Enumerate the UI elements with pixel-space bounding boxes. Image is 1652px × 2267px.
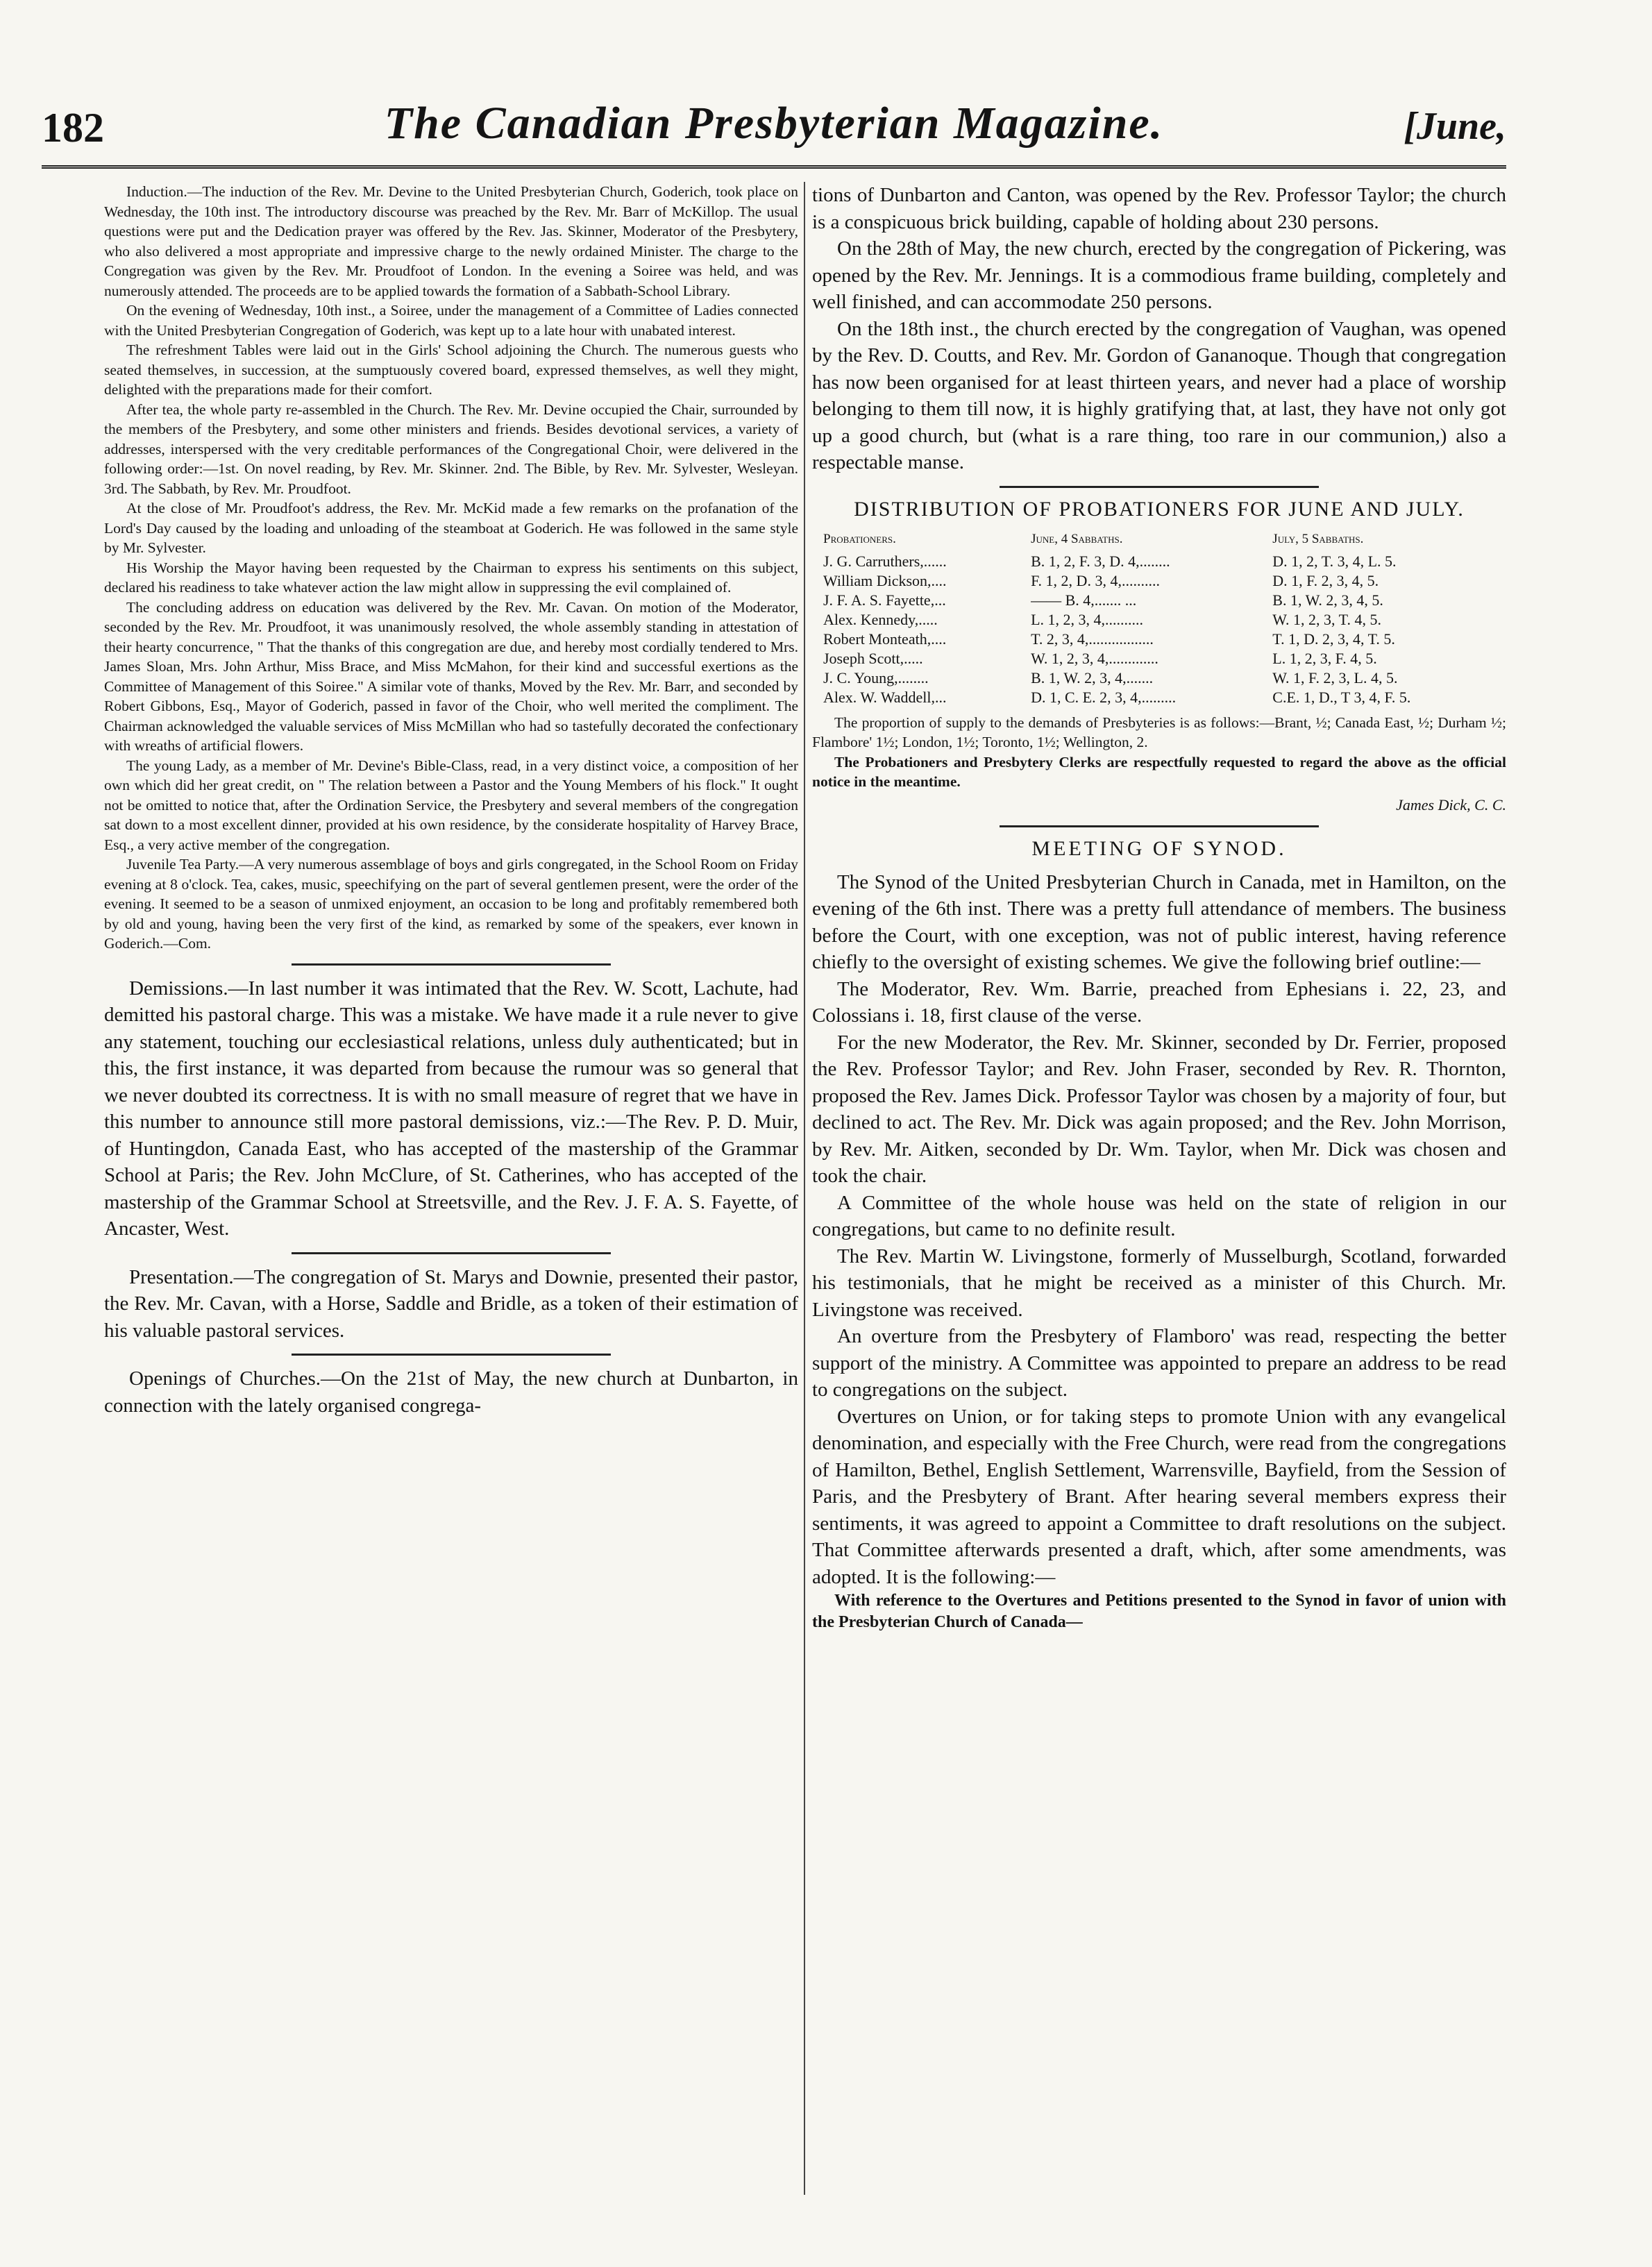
july-appointments: L. 1, 2, 3, F. 4, 5. — [1272, 649, 1377, 667]
table-row — [819, 552, 1499, 571]
page-header — [42, 97, 1506, 160]
section-rule — [292, 1354, 611, 1356]
june-appointments: W. 1, 2, 3, 4,............. — [1031, 649, 1158, 667]
june-appointments: T. 2, 3, 4,................. — [1031, 630, 1154, 648]
probationer-name: Robert Monteath,.... — [823, 630, 947, 648]
synod-resolution-paragraph: With reference to the Overtures and Petitions presented to the Synod in favor of union with the Presbyterian Church of Canada— — [812, 1592, 1506, 1631]
demissions-paragraph: Demissions.—In last number it was intimated that the Rev. W. Scott, Lachute, had demitted his pastoral charge. This was a mistake. We have made it a rule never to give any statement, touching our ecclesiastical relations, unless duly authenticated; but in this, the first instance, it was departed from because the rumour was so general that we never doubted its correctness. It is with no small measure of regret that we have in this number to announce still more pastoral demissions, viz.:—The Rev. P. D. Muir, of Huntingdon, Canada East, who has accepted of the mastership of the Grammar School at Paris; the Rev. John McClure, of St. Catherines, who has accepted of the mastership of the Grammar School at Streetsville, and the Rev. J. F. A. S. Fayette, of Ancaster, West. — [104, 977, 798, 1240]
probationer-name: J. G. Carruthers,...... — [823, 552, 947, 570]
table-row — [819, 591, 1499, 610]
table-row — [819, 688, 1499, 707]
july-appointments: B. 1, W. 2, 3, 4, 5. — [1272, 591, 1383, 609]
induction-paragraph: Induction.—The induction of the Rev. Mr. Devine to the United Presbyterian Church, Goderich, took place on Wednesday, the 10th inst. The introductory discourse was preached by the Rev. Mr. Barr of McKillop. The usual questions were put and the Dedication prayer was offered by the Rev. Jas. Skinner, Moderator of the Presbytery, who also delivered a most appropriate and impressive charge to the newly ordained Minister. The charge to the Congregation was given by the Rev. Mr. Proudfoot of London. In the evening a Soiree was held, and was numerously attended. The proceeds are to be applied towards the formation of a Sabbath-School Library. — [104, 183, 798, 299]
synod-paragraph: The Rev. Martin W. Livingstone, formerly of Musselburgh, Scotland, forwarded his testimonials, that he might be received as a minister of this Church. Mr. Livingstone was received. — [812, 1245, 1506, 1321]
running-title: The Canadian Presbyterian Magazine. — [384, 98, 1164, 149]
june-appointments: F. 1, 2, D. 3, 4,.......... — [1031, 571, 1160, 589]
probationer-name: J. F. A. S. Fayette,... — [823, 591, 946, 609]
distribution-section — [812, 498, 1506, 816]
synod-paragraph: The Synod of the United Presbyterian Church in Canada, met in Hamilton, on the evening of the 6th inst. There was a pretty full attendance of members. The business before the Court, with one exception, was not of public interest, having reference chiefly to the oversight of existing schemes. We give the following brief outline:— — [812, 870, 1506, 973]
column-header: July, 5 Sabbaths. — [1272, 531, 1364, 546]
july-appointments: C.E. 1, D., T 3, 4, F. 5. — [1272, 688, 1411, 706]
section-rule — [292, 1252, 611, 1254]
addresses-paragraph: After tea, the whole party re-assembled in the Church. The Rev. Mr. Devine occupied the Chair, surrounded by the members of the Presbytery, and some other ministers and friends. Besides devotional services, a variety of addresses, interspersed with the very creditable performances of the Congregational Choir, were delivered in the following order:—1st. On novel reading, by Rev. Mr. Skinner. 2nd. The Bible, by Rev. Mr. Sylvester, Wesleyan. 3rd. The Sabbath, by Rev. Mr. Proudfoot. — [104, 401, 798, 497]
sabbath-remarks-paragraph: At the close of Mr. Proudfoot's address, the Rev. Mr. McKid made a few remarks on the profanation of the Lord's Day caused by the loading and unloading of the steamboat at Goderich. He was followed in the same style by Mr. Sylvester. — [104, 500, 798, 556]
synod-paragraph: For the new Moderator, the Rev. Mr. Skinner, seconded by Dr. Ferrier, proposed the Rev. Professor Taylor; and Rev. John Fraser, seconded by Rev. R. Thornton, proposed the Rev. James Dick. Professor Taylor was chosen by a majority of four, but declined to act. The Rev. Mr. Dick was again proposed; and the Rev. John Morrison, by Rev. Mr. Aitken, seconded by Dr. Wm. Taylor, when Mr. Dick was chosen and took the chair. — [812, 1031, 1506, 1187]
openings-continued-paragraph: tions of Dunbarton and Canton, was opened by the Rev. Professor Taylor; the church is a conspicuous brick building, capable of holding about 230 persons. — [812, 184, 1506, 233]
presentation-paragraph: Presentation.—The congregation of St. Marys and Downie, presented their pastor, the Rev. Mr. Cavan, with a Horse, Saddle and Bridle, as a token of their estimation of his valuable pastoral services. — [104, 1265, 798, 1342]
probationer-name: William Dickson,.... — [823, 571, 947, 589]
table-row — [819, 571, 1499, 591]
section-rule — [1000, 825, 1319, 827]
table-row — [819, 668, 1499, 688]
table-row — [819, 649, 1499, 668]
synod-title: MEETING OF SYNOD. — [1031, 836, 1287, 860]
june-appointments: B. 1, 2, F. 3, D. 4,........ — [1031, 552, 1170, 570]
june-appointments: D. 1, C. E. 2, 3, 4,......... — [1031, 688, 1177, 706]
synod-paragraph: A Committee of the whole house was held on the state of religion in our congregations, but came to no definite result. — [812, 1191, 1506, 1240]
supply-proportion-note: The proportion of supply to the demands of Presbyteries is as follows:—Brant, ½; Canada East, ½; Durham ½; Flambore' 1½; London, 1½; Toronto, 1½; Wellington, 2. — [812, 714, 1506, 750]
table-header-row — [819, 530, 1499, 552]
july-appointments: D. 1, 2, T. 3, 4, L. 5. — [1272, 552, 1397, 570]
june-appointments: —— B. 4,....... ... — [1031, 591, 1137, 609]
july-appointments: T. 1, D. 2, 3, 4, T. 5. — [1272, 630, 1395, 648]
probationer-name: Joseph Scott,..... — [823, 649, 923, 667]
pickering-paragraph: On the 28th of May, the new church, erected by the congregation of Pickering, was opened by the Rev. Mr. Jennings. It is a commodious frame building, completely and well finished, and can accommodate 250 persons. — [812, 237, 1506, 313]
probationer-name: J. C. Young,........ — [823, 668, 929, 686]
section-rule — [292, 963, 611, 966]
synod-section — [812, 837, 1506, 1634]
education-paragraph: The concluding address on education was delivered by the Rev. Mr. Cavan. On motion of the Moderator, seconded by the Rev. Mr. Proudfoot, it was unanimously resolved, the whole assembly standing in attestation of their hearty concurrence, " That the thanks of this congregation are due, and hereby most cordially tendered to Mrs. James Sloan, Mrs. John Arthur, Miss Brace, and Miss McMahon, for their kind and successful exertions as the Committee of Management of this Soiree." A similar vote of thanks, Moved by the Rev. Mr. Barr, and seconded by Robert Gibbons, Esq., Mayor of Goderich, passed in favor of the Choir, who well merited the compliment. The Chairman acknowledged the valuable services of Miss McMillan who had so tastefully decorated the confectionary with wreaths of artificial flowers. — [104, 598, 798, 754]
synod-paragraph: An overture from the Presbytery of Flamboro' was read, respecting the better support of the ministry. A Committee was appointed to prepare an address to be read to congregations on the subject. — [812, 1325, 1506, 1401]
left-column — [104, 182, 798, 1419]
soiree-paragraph: On the evening of Wednesday, 10th inst., a Soiree, under the management of a Committee of Ladies connected with the United Presbyterian Congregation of Goderich, was kept up to a late hour with unabated interest. — [104, 302, 798, 339]
young-lady-paragraph: The young Lady, as a member of Mr. Devine's Bible-Class, read, in a very distinct voice, a composition of her own which did her great credit, on " The relation between a Pastor and the Young Members of his flock." It ought not be omitted to notice that, after the Ordination Service, the Presbytery and several members of the congregation sat down to a most excellent dinner, provided at his own residence, by the considerate hospitality of Harvey Brace, Esq., a very active member of the congregation. — [104, 757, 798, 853]
clerk-signature: James Dick, C. C. — [1396, 795, 1506, 814]
mayor-paragraph: His Worship the Mayor having been requested by the Chairman to express his sentiments on this subject, declared his readiness to take whatever action the law might allow in suppressing the evil complained of. — [104, 559, 798, 596]
column-header: Probationers. — [823, 531, 896, 546]
synod-paragraph: Overtures on Union, or for taking steps to promote Union with any evangelical denomination, and especially with the Free Church, were read from the congregations of Hamilton, Bethel, English Settlement, Warrensville, Bayfield, from the Session of Paris, and the Presbytery of Brant. After hearing several members express their sentiments, it was agreed to appoint a Committee to draft resolutions on the subject. That Committee afterwards presented a draft, which, after some amendments, was adopted. It is the following:— — [812, 1405, 1506, 1588]
right-column — [812, 182, 1506, 1633]
vaughan-paragraph: On the 18th inst., the church erected by the congregation of Vaughan, was opened by the Rev. D. Coutts, and Rev. Mr. Gordon of Gananoque. Though that congregation has now been organised for at least thirteen years, and never had a place of worship belonging to them till now, it is highly gratifying that, at last, they have not only got up a good church, but (what is a rare thing, too rare in our communion,) also a respectable manse. — [812, 317, 1506, 473]
running-month: [June, — [1404, 105, 1506, 148]
table-row — [819, 610, 1499, 630]
juvenile-tea-party-paragraph: Juvenile Tea Party.—A very numerous assemblage of boys and girls congregated, in the School Room on Friday evening at 8 o'clock. Tea, cakes, music, speechifying on the part of several gentlemen present, were the order of the evening. It seemed to be a season of unmixed enjoyment, an occasion to be long and profitably remembered both by old and young, having been the very first of the kind, as remarked by some of the speakers, ever known in Goderich.—Com. — [104, 856, 798, 952]
refreshment-paragraph: The refreshment Tables were laid out in the Girls' School adjoining the Church. The numerous guests who seated themselves, in succession, at the sumptuously covered board, expressed themselves, as well they might, delighted with the preparations made for their comfort. — [104, 342, 798, 398]
synod-paragraph: The Moderator, Rev. Wm. Barrie, preached from Ephesians i. 22, 23, and Colossians i. 18, first clause of the verse. — [812, 977, 1506, 1027]
induction-section — [104, 182, 798, 954]
table-row — [819, 630, 1499, 649]
probationers-table — [819, 530, 1499, 707]
page-number: 182 — [42, 105, 104, 151]
probationer-name: Alex. W. Waddell,... — [823, 688, 947, 706]
column-divider — [804, 182, 805, 2195]
july-appointments: W. 1, 2, 3, T. 4, 5. — [1272, 610, 1381, 628]
openings-paragraph: Openings of Churches.—On the 21st of May, the new church at Dunbarton, in connection with the lately organised congrega- — [104, 1367, 798, 1417]
july-appointments: D. 1, F. 2, 3, 4, 5. — [1272, 571, 1379, 589]
column-header: June, 4 Sabbaths. — [1031, 531, 1123, 546]
july-appointments: W. 1, F. 2, 3, L. 4, 5. — [1272, 668, 1398, 686]
june-appointments: B. 1, W. 2, 3, 4,....... — [1031, 668, 1154, 686]
probationer-name: Alex. Kennedy,..... — [823, 610, 938, 628]
distribution-title: DISTRIBUTION OF PROBATIONERS FOR JUNE AND JULY. — [854, 497, 1465, 521]
header-rule — [42, 165, 1506, 169]
official-notice: The Probationers and Presbytery Clerks are respectfully requested to regard the above as the official notice in the meantime. — [812, 753, 1506, 790]
june-appointments: L. 1, 2, 3, 4,.......... — [1031, 610, 1144, 628]
section-rule — [1000, 486, 1319, 488]
